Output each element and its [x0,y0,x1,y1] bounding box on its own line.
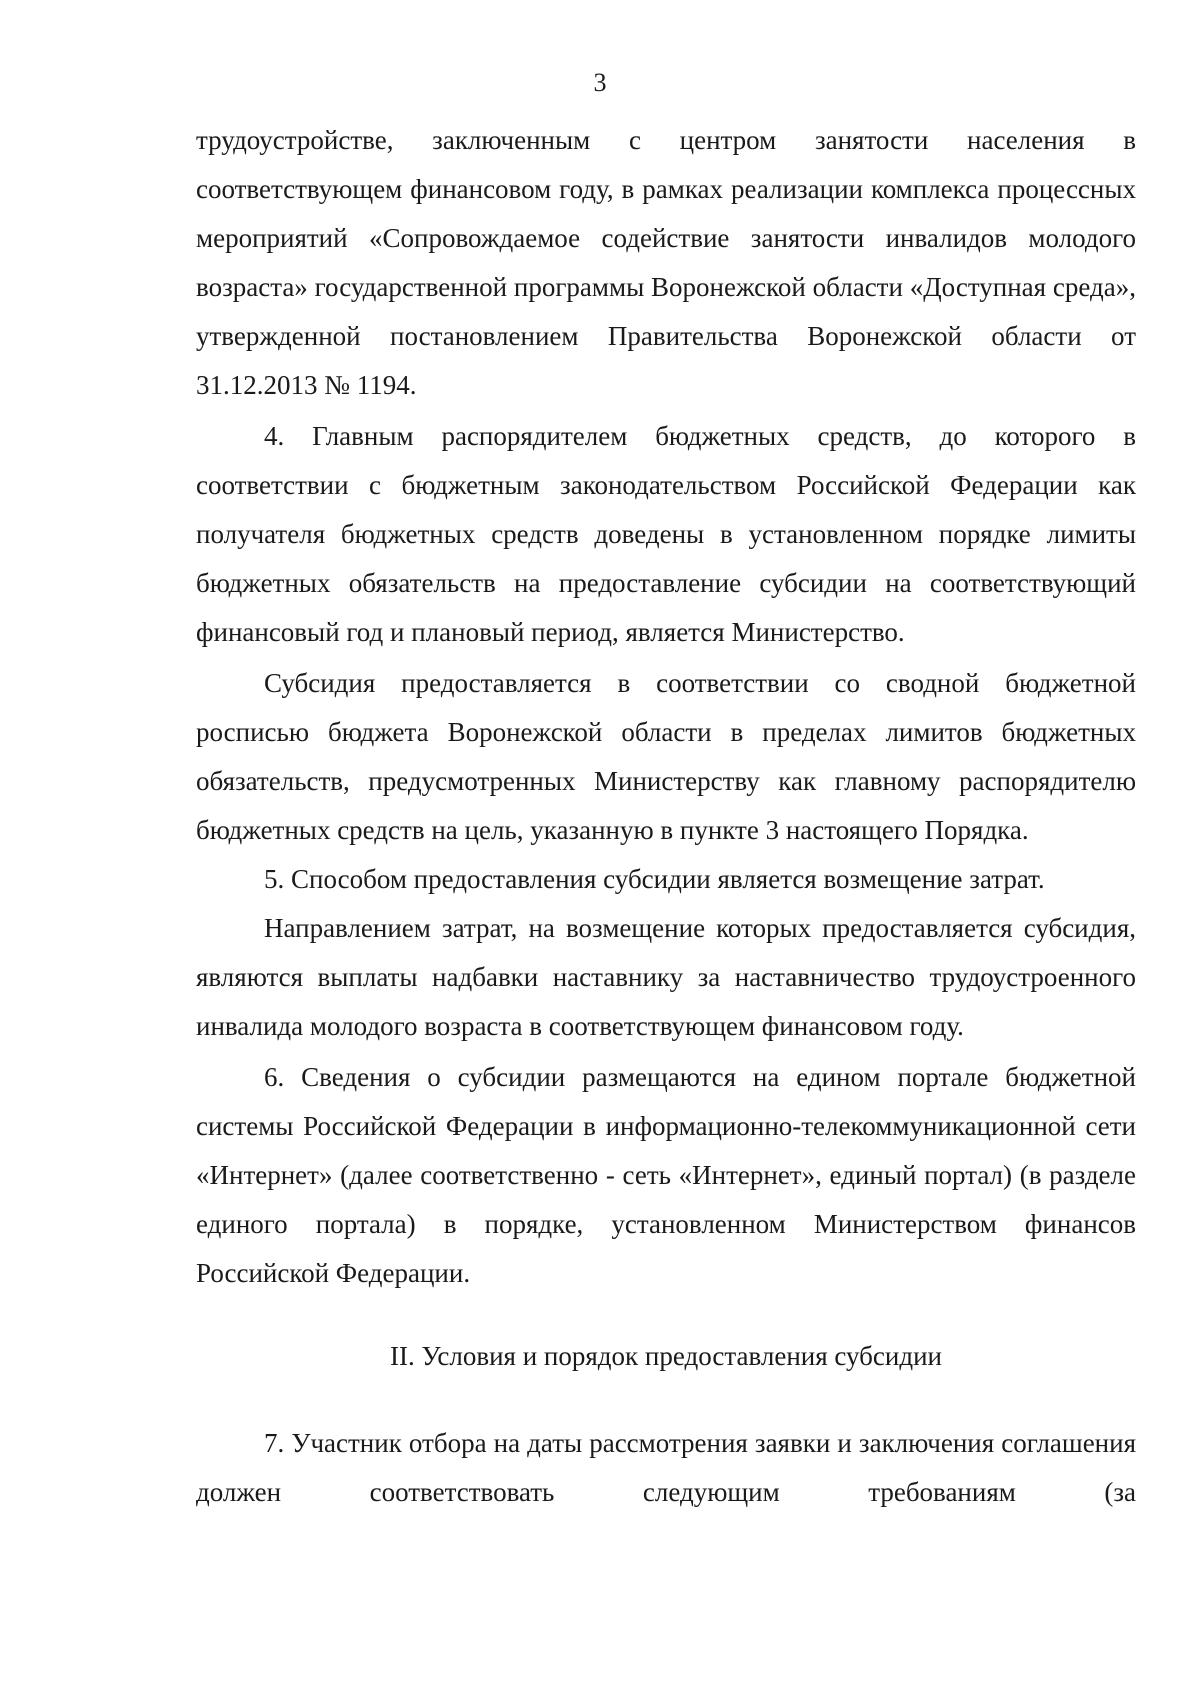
paragraph-6: 6. Сведения о субсидии размещаются на едином портале бюджетной системы Российской Федерации в информационно-телекоммуникационной сети «Интернет» (далее соответственно - сеть «Интернет», единый портал) (в разделе единого портала) в порядке, установленном Министерством финансов Российской Федерации. [196,1062,1136,1288]
paragraph-subsidy-provision: Субсидия предоставляется в соответствии со сводной бюджетной росписью бюджета Воронежской области в пределах лимитов бюджетных обязательств, предусмотренных Министерству как главному распорядителю бюджетных средств на цель, указанную в пункте 3 настоящего Порядка. [196,668,1136,845]
paragraph-4: 4. Главным распорядителем бюджетных средств, до которого в соответствии с бюджетным законодательством Российской Федерации как получателя бюджетных средств доведены в установленном порядке лимиты бюджетных обязательств на предоставление субсидии на соответствующий финансовый год и плановый период, является Министерство. [196,421,1136,647]
page-number: 3 [593,68,607,97]
document-body [196,116,1136,1517]
section-heading: II. Условия и порядок предоставления субсидии [390,1341,942,1371]
paragraph-cost-direction: Направлением затрат, на возмещение которых предоставляется субсидия, являются выплаты надбавки наставнику за наставничество трудоустроенного инвалида молодого возраста в соответствующем финансовом году. [196,913,1136,1041]
paragraph-5: 5. Способом предоставления субсидии является возмещение затрат. [264,864,1045,894]
paragraph-7: 7. Участник отбора на даты рассмотрения заявки и заключения соглашения должен соответствовать следующим требованиям (за [196,1428,1136,1507]
paragraph-continuation: трудоустройстве, заключенным с центром занятости населения в соответствующем финансовом году, в рамках реализации комплекса процессных мероприятий «Сопровождаемое содействие занятости инвалидов молодого возраста» государственной программы Воронежской области «Доступная среда», утвержденной постановлением Правительства Воронежской области от 31.12.2013 № 1194. [196,125,1136,400]
